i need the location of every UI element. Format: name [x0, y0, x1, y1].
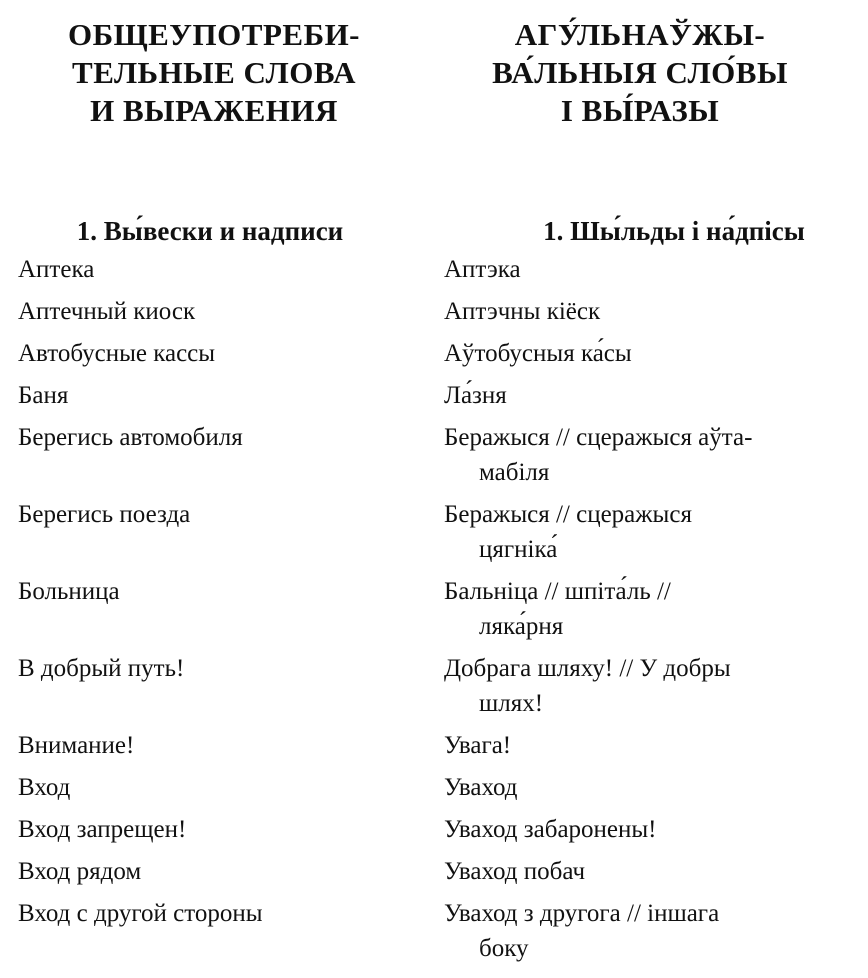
belarusian-entry [444, 497, 692, 567]
belarusian-entry [444, 252, 521, 287]
russian-section-title: 1. Вы́вески и надписи [76, 216, 344, 246]
entry-line: Уваход [444, 774, 518, 801]
entry-continuation: шлях! [479, 690, 544, 717]
entry-continuation: мабіля [479, 459, 550, 486]
belarusian-entry [444, 854, 585, 889]
russian-heading [4, 16, 424, 130]
belarusian-entry [444, 336, 632, 371]
russian-heading-line: ОБЩЕУПОТРЕБИ- [67, 17, 361, 52]
entry-line: Увага! [444, 732, 512, 759]
entry-line: Беражыся // сцеражыся аўта- [444, 424, 753, 451]
entry-continuation: боку [479, 935, 529, 962]
belarusian-entry [444, 420, 752, 490]
russian-entry: Вход с другой стороны [18, 900, 263, 927]
belarusian-heading-line: ВА́ЛЬНЫЯ СЛО́ВЫ [492, 55, 788, 90]
russian-heading-line: ТЕЛЬНЫЕ СЛОВА [72, 55, 356, 90]
belarusian-entry [444, 574, 671, 644]
belarusian-entry [444, 651, 731, 721]
entry-line: Уваход забаронены! [444, 816, 657, 843]
entry-line: Беражыся // сцеражыся [444, 501, 692, 528]
russian-entry: В добрый путь! [18, 655, 185, 682]
russian-entry: Внимание! [18, 732, 135, 759]
russian-entry: Автобусные кассы [18, 340, 216, 367]
russian-entry: Берегись поезда [18, 501, 191, 528]
entry-line: Уваход побач [444, 858, 586, 885]
entry-line: Бальніца // шпіта́ль // [444, 578, 671, 605]
russian-entry: Вход запрещен! [18, 816, 187, 843]
russian-entry: Вход рядом [18, 858, 142, 885]
russian-entry: Больница [18, 578, 120, 605]
belarusian-entry [444, 770, 518, 805]
belarusian-heading-line: І ВЫ́РАЗЫ [560, 93, 720, 128]
entry-line: Аўтобусныя ка́сы [444, 340, 632, 367]
belarusian-entry [444, 378, 507, 413]
russian-heading-line: И ВЫРАЖЕНИЯ [90, 93, 338, 128]
russian-entry: Аптека [18, 256, 95, 283]
belarusian-entry [444, 896, 719, 966]
entry-continuation: ляка́рня [479, 613, 564, 640]
belarusian-entry [444, 728, 511, 763]
entry-line: Ла́зня [444, 382, 507, 409]
russian-entry: Вход [18, 774, 71, 801]
entry-continuation: цягніка́ [479, 536, 558, 563]
belarusian-heading-line: АГУ́ЛЬНАЎЖЫ- [514, 17, 766, 52]
entry-line: Добрага шляху! // У добры [444, 655, 731, 682]
russian-entry: Берегись автомобиля [18, 424, 243, 451]
entry-line: Уваход з другога // іншага [444, 900, 720, 927]
belarusian-section-title: 1. Шы́льды і на́дпісы [543, 216, 805, 246]
belarusian-entry [444, 812, 657, 847]
entry-line: Аптэчны кіёск [444, 298, 601, 325]
russian-entry: Баня [18, 382, 69, 409]
entry-line: Аптэка [444, 256, 521, 283]
russian-entry: Аптечный киоск [18, 298, 196, 325]
belarusian-heading [416, 16, 864, 130]
belarusian-entry [444, 294, 600, 329]
